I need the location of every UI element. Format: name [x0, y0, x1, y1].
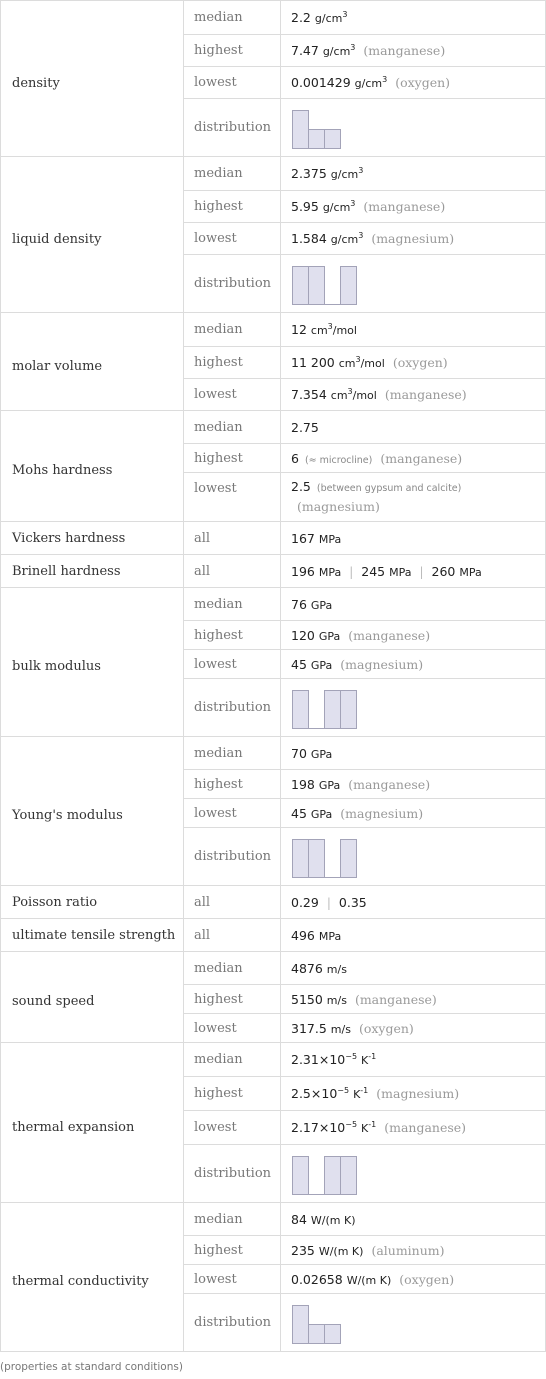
stat-label: median	[184, 411, 281, 444]
stat-value: 496 MPa	[281, 919, 546, 952]
histogram-bar	[293, 110, 309, 148]
histogram-bar	[341, 266, 357, 304]
distribution-histogram	[291, 1302, 363, 1344]
stat-value: 198 GPa (manganese)	[281, 770, 546, 799]
stat-value: 70 GPa	[281, 737, 546, 770]
stat-value: 76 GPa	[281, 588, 546, 621]
table-row	[1, 588, 546, 621]
stat-label: all	[184, 886, 281, 919]
stat-value: 196 MPa | 245 MPa | 260 MPa	[281, 555, 546, 588]
histogram-bar	[341, 690, 357, 728]
table-row	[1, 1043, 546, 1077]
stat-label: highest	[184, 35, 281, 67]
stat-label: highest	[184, 347, 281, 379]
stat-label: median	[184, 157, 281, 191]
stat-label: median	[184, 952, 281, 985]
table-row	[1, 1203, 546, 1236]
property-name: bulk modulus	[1, 588, 184, 737]
property-name: sound speed	[1, 952, 184, 1043]
stat-label: lowest	[184, 1111, 281, 1145]
stat-value: 7.354 $cm^3$/mol (manganese)	[281, 379, 546, 411]
stat-value: 167 MPa	[281, 522, 546, 555]
property-name: molar volume	[1, 313, 184, 411]
stat-value: 2.75	[281, 411, 546, 444]
stat-label: all	[184, 919, 281, 952]
stat-value: 2.375 $g/cm^3$	[281, 157, 546, 191]
property-name: thermal expansion	[1, 1043, 184, 1203]
table-row	[1, 919, 546, 952]
stat-value: 5150 m/s (manganese)	[281, 985, 546, 1014]
stat-value: 45 GPa (magnesium)	[281, 799, 546, 828]
stat-label: all	[184, 522, 281, 555]
distribution-cell	[281, 99, 546, 157]
stat-label: highest	[184, 770, 281, 799]
histogram-bar	[325, 690, 341, 728]
stat-label: highest	[184, 191, 281, 223]
stat-label: all	[184, 555, 281, 588]
stat-label: lowest	[184, 473, 281, 522]
stat-value: $2.5\times 10^{-5}$ $K^{-1}$ (magnesium)	[281, 1077, 546, 1111]
stat-value: 0.29 | 0.35	[281, 886, 546, 919]
histogram-bar	[309, 129, 325, 148]
histogram-bar	[341, 1156, 357, 1194]
property-name: Vickers hardness	[1, 522, 184, 555]
histogram-bar	[325, 129, 341, 148]
stat-value: 0.02658 W/(m K) (oxygen)	[281, 1265, 546, 1294]
property-name: Poisson ratio	[1, 886, 184, 919]
histogram-bar	[293, 1305, 309, 1343]
table-row	[1, 737, 546, 770]
stat-label: distribution	[184, 1294, 281, 1352]
property-name: Young's modulus	[1, 737, 184, 886]
stat-value: 7.47 $g/cm^3$ (manganese)	[281, 35, 546, 67]
stat-label: distribution	[184, 255, 281, 313]
histogram-bar	[293, 1156, 309, 1194]
stat-label: highest	[184, 621, 281, 650]
property-name: liquid density	[1, 157, 184, 313]
stat-label: distribution	[184, 679, 281, 737]
stat-label: highest	[184, 444, 281, 473]
stat-value: $2.17\times 10^{-5}$ $K^{-1}$ (manganese)	[281, 1111, 546, 1145]
table-row	[1, 555, 546, 588]
table-row	[1, 522, 546, 555]
footer-caption: (properties at standard conditions)	[0, 1361, 183, 1373]
stat-label: distribution	[184, 99, 281, 157]
distribution-histogram	[291, 263, 363, 305]
stat-value: 235 W/(m K) (aluminum)	[281, 1236, 546, 1265]
histogram-bar	[293, 690, 309, 728]
stat-value: 120 GPa (manganese)	[281, 621, 546, 650]
stat-value: 2.5 (between gypsum and calcite) (magnesium)	[281, 473, 546, 522]
stat-label: lowest	[184, 1014, 281, 1043]
stat-label: highest	[184, 1236, 281, 1265]
stat-label: median	[184, 588, 281, 621]
distribution-cell	[281, 1294, 546, 1352]
table-row	[1, 1, 546, 35]
property-name: density	[1, 1, 184, 157]
stat-label: lowest	[184, 650, 281, 679]
stat-label: median	[184, 737, 281, 770]
stat-value: 6 (≈ microcline) (manganese)	[281, 444, 546, 473]
table-row	[1, 157, 546, 191]
distribution-cell	[281, 679, 546, 737]
histogram-bar	[293, 839, 309, 877]
stat-value: 11 200 $cm^3$/mol (oxygen)	[281, 347, 546, 379]
stat-value: 317.5 m/s (oxygen)	[281, 1014, 546, 1043]
stat-label: lowest	[184, 223, 281, 255]
stat-value: 84 W/(m K)	[281, 1203, 546, 1236]
distribution-histogram	[291, 836, 363, 878]
property-name: Brinell hardness	[1, 555, 184, 588]
stat-label: lowest	[184, 799, 281, 828]
distribution-cell	[281, 828, 546, 886]
histogram-bar	[325, 1324, 341, 1343]
histogram-bar	[309, 1324, 325, 1343]
distribution-histogram	[291, 107, 363, 149]
histogram-bar	[325, 1156, 341, 1194]
stat-label: distribution	[184, 828, 281, 886]
stat-label: lowest	[184, 67, 281, 99]
histogram-bar	[309, 839, 325, 877]
stat-label: median	[184, 1043, 281, 1077]
distribution-histogram	[291, 1153, 363, 1195]
stat-value: 45 GPa (magnesium)	[281, 650, 546, 679]
stat-label: median	[184, 1203, 281, 1236]
distribution-histogram	[291, 687, 363, 729]
distribution-cell	[281, 1145, 546, 1203]
stat-label: lowest	[184, 1265, 281, 1294]
property-name: ultimate tensile strength	[1, 919, 184, 952]
property-name: Mohs hardness	[1, 411, 184, 522]
stat-label: distribution	[184, 1145, 281, 1203]
stat-label: highest	[184, 985, 281, 1014]
histogram-bar	[293, 266, 309, 304]
table-row	[1, 411, 546, 444]
stat-value: 0.001429 $g/cm^3$ (oxygen)	[281, 67, 546, 99]
stat-value: 12 $cm^3$/mol	[281, 313, 546, 347]
stat-label: lowest	[184, 379, 281, 411]
table-row	[1, 313, 546, 347]
table-row	[1, 952, 546, 985]
property-name: thermal conductivity	[1, 1203, 184, 1352]
histogram-bar	[341, 839, 357, 877]
stat-label: highest	[184, 1077, 281, 1111]
table-row	[1, 886, 546, 919]
stat-value: 2.2 $g/cm^3$	[281, 1, 546, 35]
distribution-cell	[281, 255, 546, 313]
stat-value: 5.95 $g/cm^3$ (manganese)	[281, 191, 546, 223]
stat-label: median	[184, 313, 281, 347]
stat-label: median	[184, 1, 281, 35]
stat-value: 1.584 $g/cm^3$ (magnesium)	[281, 223, 546, 255]
stat-value: 4876 m/s	[281, 952, 546, 985]
histogram-bar	[309, 266, 325, 304]
stat-value: $2.31\times 10^{-5}$ $K^{-1}$	[281, 1043, 546, 1077]
